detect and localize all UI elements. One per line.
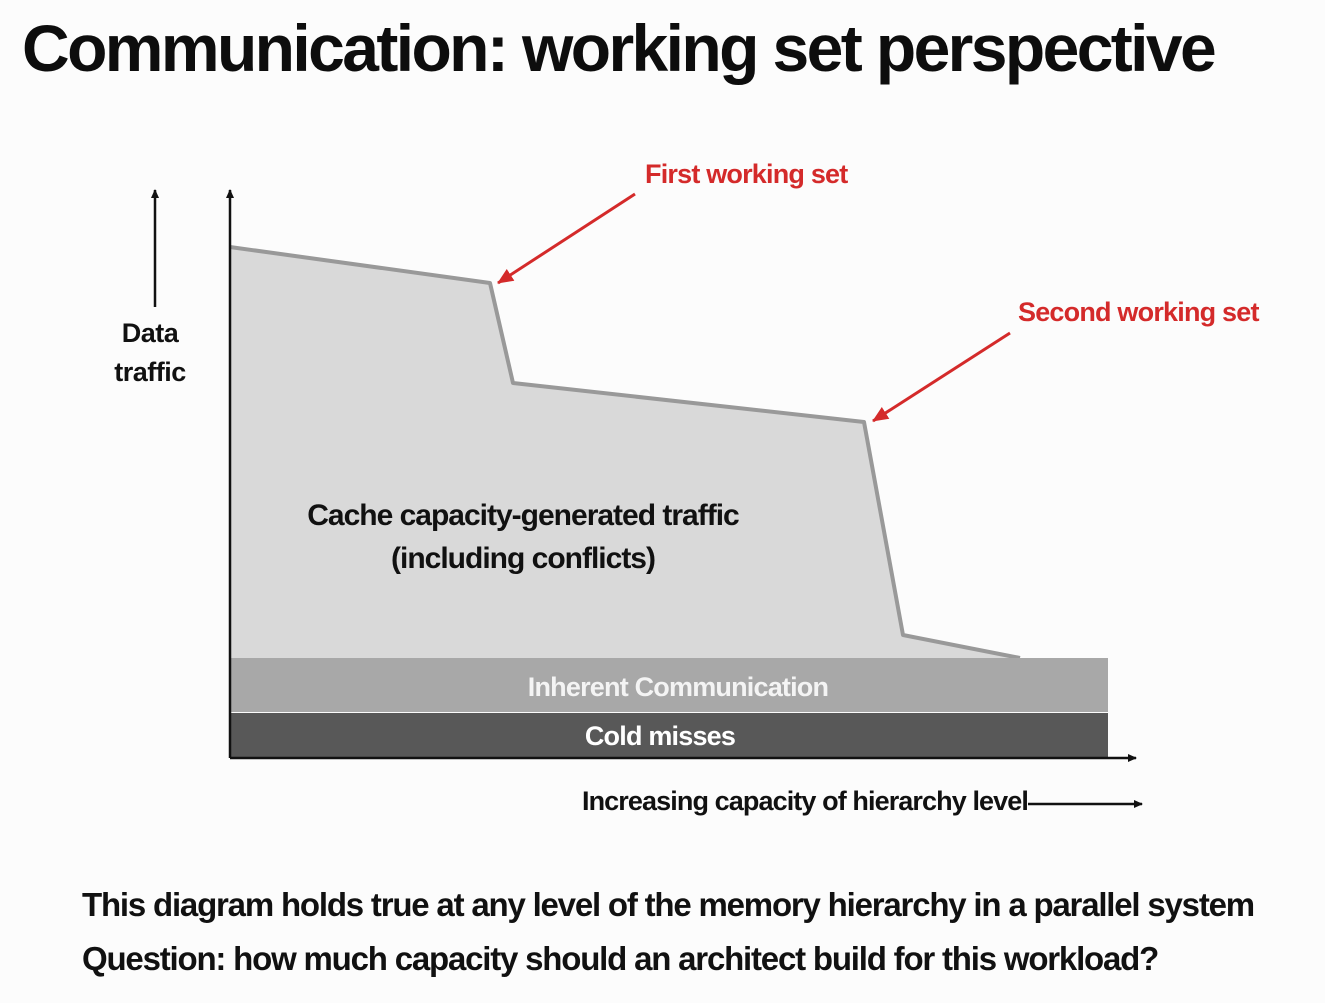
capacity-traffic-region: [230, 247, 1020, 658]
second-working-set-arrow: [873, 333, 1010, 421]
inherent-communication-label: Inherent Communication: [527, 672, 829, 702]
cold-misses-label: Cold misses: [584, 721, 736, 751]
y-axis-label-line1: Data: [121, 318, 179, 348]
capacity-region-label-line1: Cache capacity-generated traffic: [307, 499, 739, 532]
second-working-set-label: Second working set: [1018, 297, 1259, 327]
first-working-set-arrow: [498, 194, 635, 283]
x-axis-label: Increasing capacity of hierarchy level: [581, 786, 1029, 816]
capacity-region-label-line2: (including conflicts): [391, 542, 655, 575]
first-working-set-label: First working set: [645, 159, 848, 189]
footer-line-1: This diagram holds true at any level of the memory hierarchy in a parallel system: [82, 886, 1254, 923]
footer-line-2: Question: how much capacity should an architect build for this workload?: [82, 940, 1159, 977]
page-title: Communication: working set perspective: [22, 11, 1215, 85]
y-axis-label-line2: traffic: [114, 357, 186, 387]
